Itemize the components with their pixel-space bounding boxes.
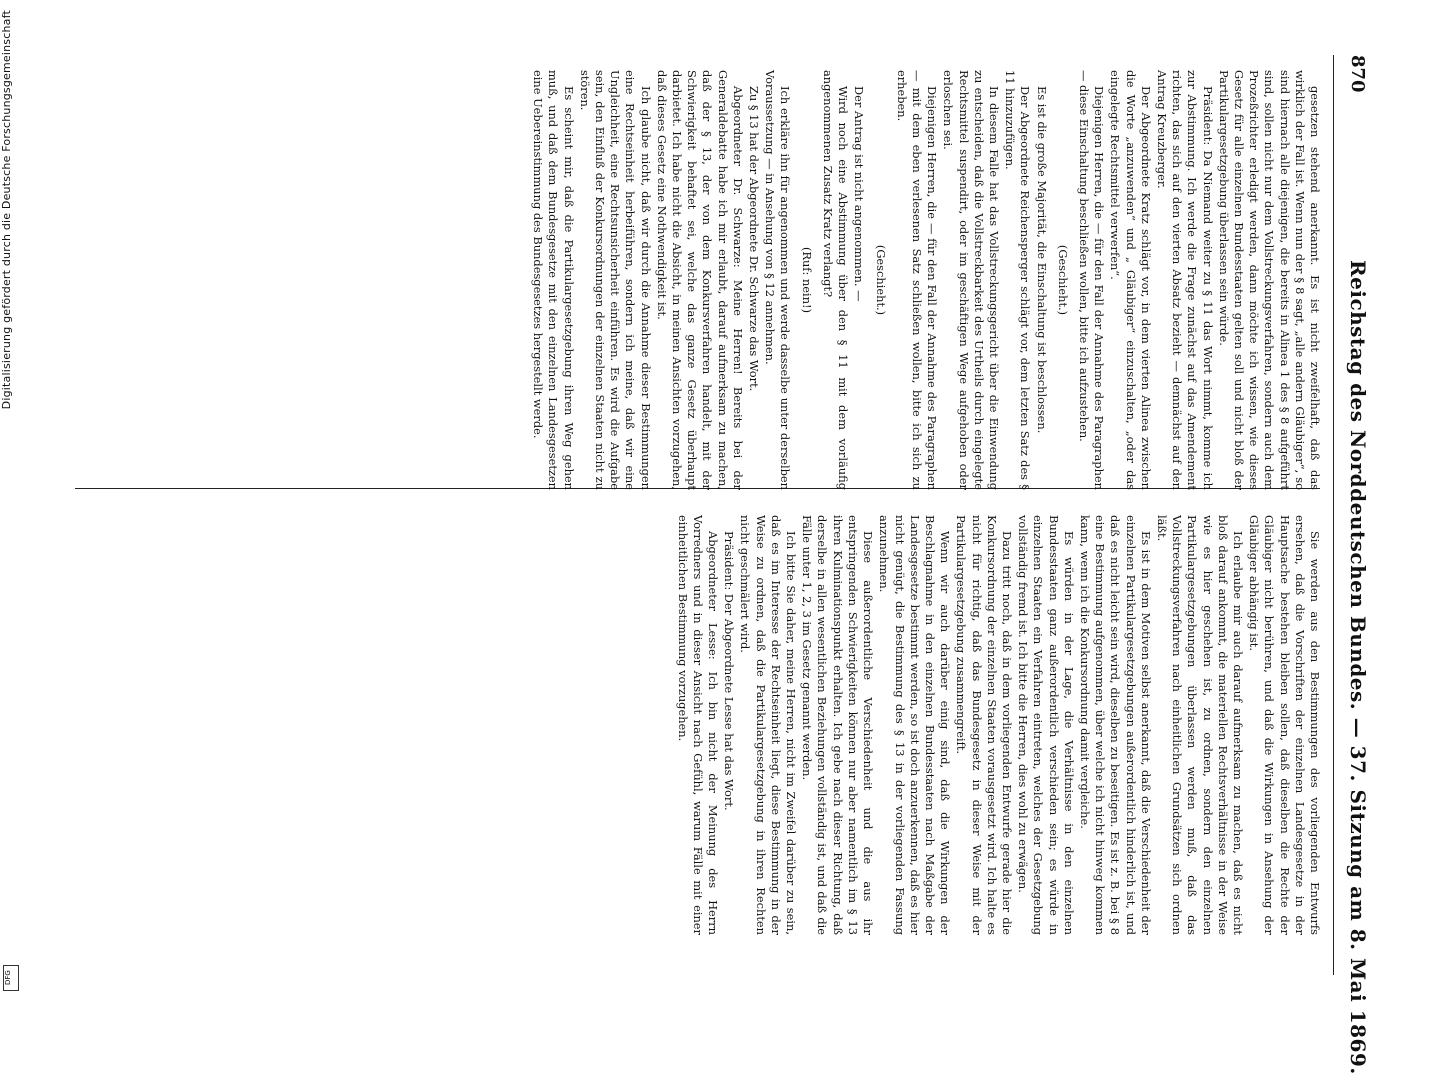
footer-strip (0, 0, 20, 1000)
paragraph: Ich glaube nicht, daß wir durch die Annahme dieser Bestimmungen eine Rechtseinheit herbeiführen, sondern ich meine, daß wir eine Ungleichheit, eine Rechtsunsicherheit einführen. Es wird die Aufgabe sein, den Einfluß der Konkursordnungen der einzelnen Staaten nicht zu stören. (577, 70, 653, 490)
paragraph: Abgeordneter Lesse: Ich bin nicht der Meinung des Herrn Vorredners und in dieser Ansicht nach Gefühl, warum Fälle mit einer einheitlichen Bestimmung vorzugehen. (675, 515, 721, 935)
running-title: Reichstag des Norddeutschen Bundes. — 37. Sitzung am 8. Mai 1869. (1346, 260, 1370, 1075)
paragraph: Es ist in dem Motiven selbst anerkannt, daß die Verschiedenheit der einzelnen Partikulargesetzgebungen außerordentlich hinderlich ist, und daß es nicht leicht sein wird, dieselben zu beseitigen. Es ist z. B. bei § 8 eine Bestimmung aufgenommen, über welche ich nicht hinweg kommen kann, wenn ich die Konkursordnung damit vergleiche. (1077, 515, 1153, 935)
paragraph: Diejenigen Herren, die — für den Fall der Annahme des Paragraphen — diese Einschaltung beschließen wollen, bitte ich aufzustehen. (1076, 70, 1107, 490)
paragraph: Der Abgeordnete Kratz schlägt vor, in dem vierten Alinea zwischen die Worte „anzuwenden“ und „ Gläubiger“ einzuschalten, „oder das eingelegte Rechtsmittel verwerfen“. (1108, 70, 1153, 490)
paragraph: gesetzen stehend anerkannt. Es ist nicht zweifelhaft, daß das wirklich der Fall ist. Wenn nun der § 8 sagt, „alle andern Gläubiger“, so sind hiernach alle diejenigen, die bereits in Alinea 1 des § 8 aufgeführt sind, sollen nicht nur dem Vollstreckungsverfahren, sondern auch dem Prozeßrichter erledigt werden, dann möchte ich wissen, wie dieses Gesetz für alle einzelnen Bundesstaaten gelten soll und nicht bloß der Partikulargesetzgebung überlassen sein würde. (1216, 70, 1322, 490)
paragraph: Präsident: Da Niemand weiter zu § 11 das Wort nimmt, komme ich zur Abstimmung. Ich werde die Frage zunächst auf das Amendement richten, das sich auf den vierten Absatz bezieht — demnächst auf den Antrag Kreuzberger. (1154, 70, 1215, 490)
stage-direction: (Geschieht.) (1055, 244, 1070, 316)
paragraph: Ich bitte Sie daher, meine Herren, nicht im Zweifel darüber zu sein, daß es im Interesse der Rechtseinheit liegt, diese Bestimmung in der Weise zu ordnen, daß die Partikulargesetzgebung in ihren Rechten nicht geschmälert wird. (738, 515, 799, 935)
paragraph: Diejenigen Herren, die — für den Fall der Annahme des Paragraphen — mit dem eben verlesenen Satz schließen wollen, bitte ich sich zu erheben. (894, 70, 940, 490)
paragraph: Wird noch eine Abstimmung über den § 11 mit dem vorläufig angenommenen Zusatz Kratz verlangt? (820, 70, 851, 490)
stage-direction: (Geschieht.) (873, 244, 888, 316)
paragraph: Es würden in der Lage, die Verhältnisse in den einzelnen Bundesstaaten ganz außerordentlich verschieden sein; es würde in einzelnen Staaten ein Verfahren eintreten, welches der Gesetzgebung vollständig fremd ist. Ich bitte die Herren, dies wohl zu erwägen. (1016, 515, 1076, 935)
paragraph: Abgeordneter Dr. Schwarze: Meine Herren! Bereits bei der Generaldebatte habe ich mir erlaubt, darauf aufmerksam zu machen, daß der § 13, der von dem Konkursverfahren handelt, mit der Schwierigkeit behaftet sei, welche das ganze Gesetz überhaupt darbietet. Ich habe nicht die Absicht, in meinen Ansichten vorzugehen, daß dieses Gesetz eine Nothwendigkeit ist. (654, 70, 745, 490)
paragraph: Ich erlaube mir auch darauf aufmerksam zu machen, daß es nicht bloß darauf ankommt, die materiellen Rechtsverhältnisse in der Weise wie es hier geschehen ist, zu ordnen, sondern den einzelnen Partikulargesetzgebungen überlassen werden muß, daß das Vollstreckungsverfahren nach einheitlichen Grundsätzen sich ordnen läßt. (1154, 515, 1245, 935)
paragraph: Diese außerordentliche Verschiedenheit und die aus ihr entspringenden Schwierigkeiten können nur aber namentlich im § 13 ihren Kulminationspunkt erhalten. Ich gebe nach dieser Richtung, daß derselbe in allen wesentlichen Beziehungen vollständig ist, und daß die Fälle unter 1, 2, 3 im Gesetz genannt werden. (800, 515, 876, 935)
digitization-credit: Digitalisierung gefördert durch die Deutsche Forschungsgemeinschaft (0, 10, 13, 410)
paragraph: Sie werden aus den Bestimmungen des vorliegenden Entwurfs ersehen, daß die Vorschriften der einzelnen Landesgesetze in der Hauptsache bestehen bleiben sollen, daß dieselben die Rechte der Gläubiger nicht berühren, und daß die Wirkungen in Ansehung der Gläubiger abhängig ist. (1247, 515, 1322, 935)
page-number: 870 (1347, 55, 1368, 93)
paragraph: Wenn wir auch darüber einig sind, daß die Wirkungen der Beschlagnahme in den einzelnen Bundesstaaten nach Maßgabe der Landesgesetze bestimmt werden, so ist doch anzuerkennen, daß es hier nicht genügt, die Bestimmung des § 13 in der vorliegenden Fassung anzunehmen. (877, 515, 953, 935)
paragraph: Zu § 13 hat der Abgeordnete Dr. Schwarze das Wort. (747, 86, 762, 392)
right-column (72, 515, 1322, 935)
dfg-logo: DFG (3, 965, 19, 991)
paragraph: Es ist die große Majorität, die Einschaltung ist beschlossen. (1034, 86, 1049, 434)
paragraph: Der Antrag ist nicht angenommen. — (852, 86, 867, 302)
paragraph: Dazu tritt noch, daß in dem vorliegenden Entwurfe gerade hier die Konkursordnung der einzelnen Staaten vorausgesetzt wird. Ich halte es nicht für richtig, daß das Bundesgesetz in dieser Weise mit der Partikulargesetzgebung zusammengreift. (954, 515, 1014, 935)
paragraph: In diesem Falle hat das Vollstreckungsgericht über die Einwendung zu entscheiden, daß die Vollstreckbarkeit des Urtheils durch eingelegte Rechtsmittel suspendirt, oder im geschäftigen Wege aufgehoben oder erloschen sei. (941, 70, 1001, 490)
page-header (1333, 55, 1374, 1075)
paragraph: Präsident: Der Abgeordnete Lesse hat das Wort. (722, 531, 737, 811)
paragraph: Ich erkläre ihn für angenommen und werde dasselbe unter derselben Voraussetzung — in Ansehung von § 12 annehmen. (763, 70, 793, 490)
paragraph: Es scheint mir, daß die Partikulargesetzgebung ihren Weg gehen muß, und daß dem Bundesgesetze mit den einzelnen Landesgesetzen eine Uebereinstimmung des Bundesgesetzes hergestellt werde. (531, 70, 576, 490)
left-column (72, 70, 1322, 490)
paragraph: Der Abgeordnete Reichensperger schlägt vor, dem letzten Satz des § 11 hinzuzufügen. (1003, 70, 1033, 490)
stage-direction: (Ruf: nein!) (799, 246, 814, 314)
